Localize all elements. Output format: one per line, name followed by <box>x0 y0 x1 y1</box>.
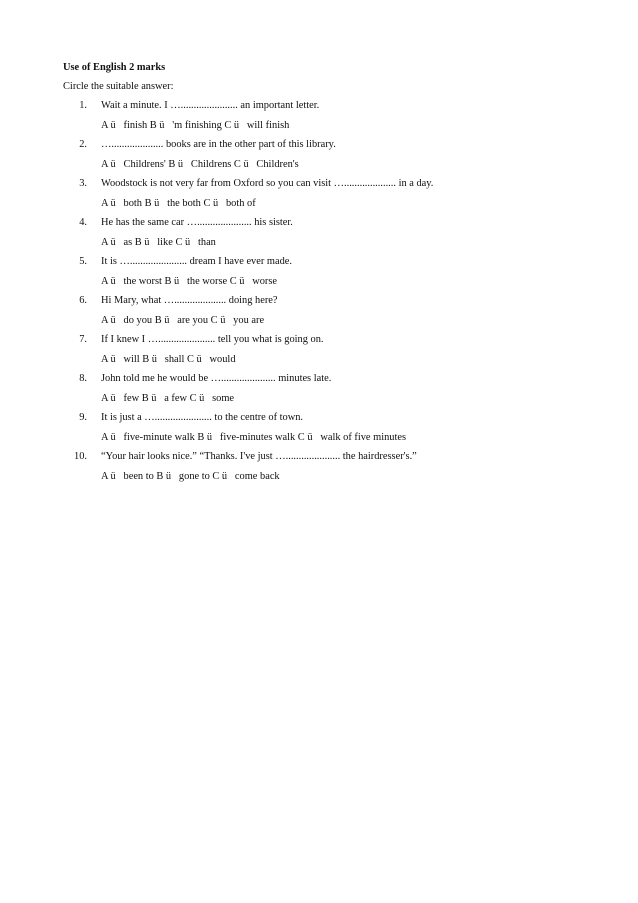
answer-options: A ü Childrens' B ü Childrens C ü Children's <box>101 159 299 170</box>
answer-options: A ü both B ü the both C ü both of <box>101 198 256 209</box>
answer-options: A ü the worst B ü the worse C ü worse <box>101 276 278 287</box>
question-number: 4. <box>79 217 87 228</box>
question-item <box>0 217 638 256</box>
question-item <box>0 334 638 373</box>
question-item <box>0 295 638 334</box>
question-item <box>0 139 638 178</box>
question-text: Woodstock is not very far from Oxford so you can visit ….................... in a day. <box>101 178 434 189</box>
question-item <box>0 178 638 217</box>
question-number: 7. <box>79 334 87 345</box>
answer-options: A ü been to B ü gone to C ü come back <box>101 471 280 482</box>
question-text: ….................... books are in the other part of this library. <box>101 139 336 150</box>
question-text: It is just a …...................... to the centre of town. <box>101 412 304 423</box>
question-item <box>0 451 638 490</box>
instruction-text: Circle the suitable answer: <box>63 81 174 92</box>
question-item <box>0 100 638 139</box>
question-text: If I knew I …...................... tell you what is going on. <box>101 334 324 345</box>
question-item <box>0 412 638 451</box>
section-heading: Use of English 2 marks <box>63 62 166 73</box>
question-number: 5. <box>79 256 87 267</box>
question-number: 3. <box>79 178 87 189</box>
question-text: John told me he would be …..................... minutes late. <box>101 373 332 384</box>
question-text: “Your hair looks nice.” “Thanks. I've just …..................... the hairdresser's.” <box>101 451 417 462</box>
answer-options: A ü finish B ü 'm finishing C ü will finish <box>101 120 290 131</box>
answer-options: A ü few B ü a few C ü some <box>101 393 235 404</box>
question-number: 6. <box>79 295 87 306</box>
question-item <box>0 373 638 412</box>
answer-options: A ü do you B ü are you C ü you are <box>101 315 265 326</box>
question-number: 10. <box>74 451 87 462</box>
question-text: Wait a minute. I …...................... an important letter. <box>101 100 320 111</box>
question-text: He has the same car …..................... his sister. <box>101 217 293 228</box>
answer-options: A ü as B ü like C ü than <box>101 237 216 248</box>
answer-options: A ü will B ü shall C ü would <box>101 354 236 365</box>
question-number: 8. <box>79 373 87 384</box>
question-item <box>0 256 638 295</box>
question-text: Hi Mary, what ….................... doing here? <box>101 295 278 306</box>
answer-options: A ü five-minute walk B ü five-minutes walk C ü walk of five minutes <box>101 432 407 443</box>
question-number: 9. <box>79 412 87 423</box>
question-list <box>0 100 638 490</box>
question-number: 1. <box>79 100 87 111</box>
question-text: It is …...................... dream I have ever made. <box>101 256 293 267</box>
question-number: 2. <box>79 139 87 150</box>
